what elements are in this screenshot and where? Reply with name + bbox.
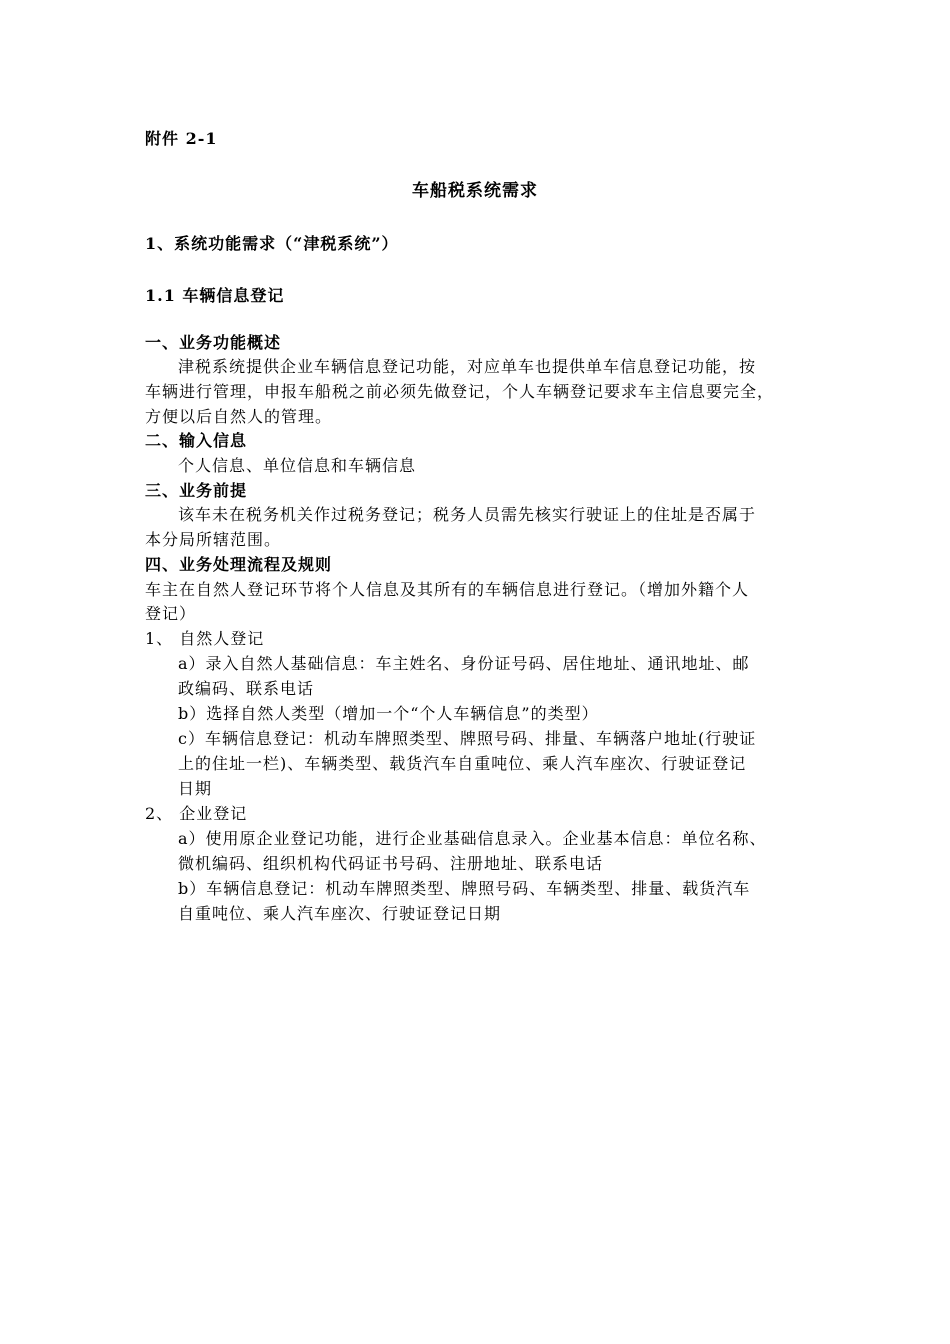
input-info-text: 个人信息、单位信息和车辆信息 [178, 456, 417, 475]
list1-item-c-line-3: 日期 [178, 779, 213, 798]
section-heading-1: 1、系统功能需求（“津税系统”） [145, 234, 399, 253]
heading-business-overview: 一、业务功能概述 [145, 333, 282, 352]
overview-line-1: 津税系统提供企业车辆信息登记功能，对应单车也提供单车信息登记功能，按 [178, 357, 757, 376]
heading-input-info: 二、输入信息 [145, 431, 248, 450]
list2-item-a-line-1: a）使用原企业登记功能，进行企业基础信息录入。企业基本信息：单位名称、 [178, 829, 767, 848]
heading-process-rules: 四、业务处理流程及规则 [145, 555, 333, 574]
list1-item-c-line-2: 上的住址一栏)、车辆类型、载货汽车自重吨位、乘人汽车座次、行驶证登记 [178, 754, 747, 773]
process-line-2: 登记） [145, 604, 197, 623]
prerequisite-line-1: 该车未在税务机关作过税务登记；税务人员需先核实行驶证上的住址是否属于 [178, 505, 757, 524]
list1-item-a-line-1: a）录入自然人基础信息：车主姓名、身份证号码、居住地址、通讯地址、邮 [178, 654, 750, 673]
overview-line-2: 车辆进行管理，申报车船税之前必须先做登记，个人车辆登记要求车主信息要完全， [145, 382, 775, 401]
process-line-1: 车主在自然人登记环节将个人信息及其所有的车辆信息进行登记。（增加外籍个人 [145, 580, 750, 599]
prerequisite-line-2: 本分局所辖范围。 [145, 530, 282, 549]
list-label-natural-person: 1、 自然人登记 [145, 629, 265, 648]
list1-item-a-line-2: 政编码、联系电话 [178, 679, 315, 698]
overview-line-3: 方便以后自然人的管理。 [145, 407, 333, 426]
list2-item-b-line-1: b）车辆信息登记：机动车牌照类型、牌照号码、车辆类型、排量、载货汽车 [178, 879, 751, 898]
attachment-label: 附件 2-1 [145, 129, 218, 148]
list-label-enterprise: 2、 企业登记 [145, 804, 248, 823]
heading-prerequisite: 三、业务前提 [145, 481, 248, 500]
list1-item-c-line-1: c）车辆信息登记：机动车牌照类型、牌照号码、排量、车辆落户地址(行驶证 [178, 729, 757, 748]
list2-item-b-line-2: 自重吨位、乘人汽车座次、行驶证登记日期 [178, 904, 502, 923]
list1-item-b-line-1: b）选择自然人类型（增加一个“个人车辆信息”的类型） [178, 704, 599, 723]
document-title: 车船税系统需求 [412, 181, 538, 201]
list2-item-a-line-2: 微机编码、组织机构代码证书号码、注册地址、联系电话 [178, 854, 604, 873]
section-heading-1-1: 1.1 车辆信息登记 [145, 286, 285, 305]
